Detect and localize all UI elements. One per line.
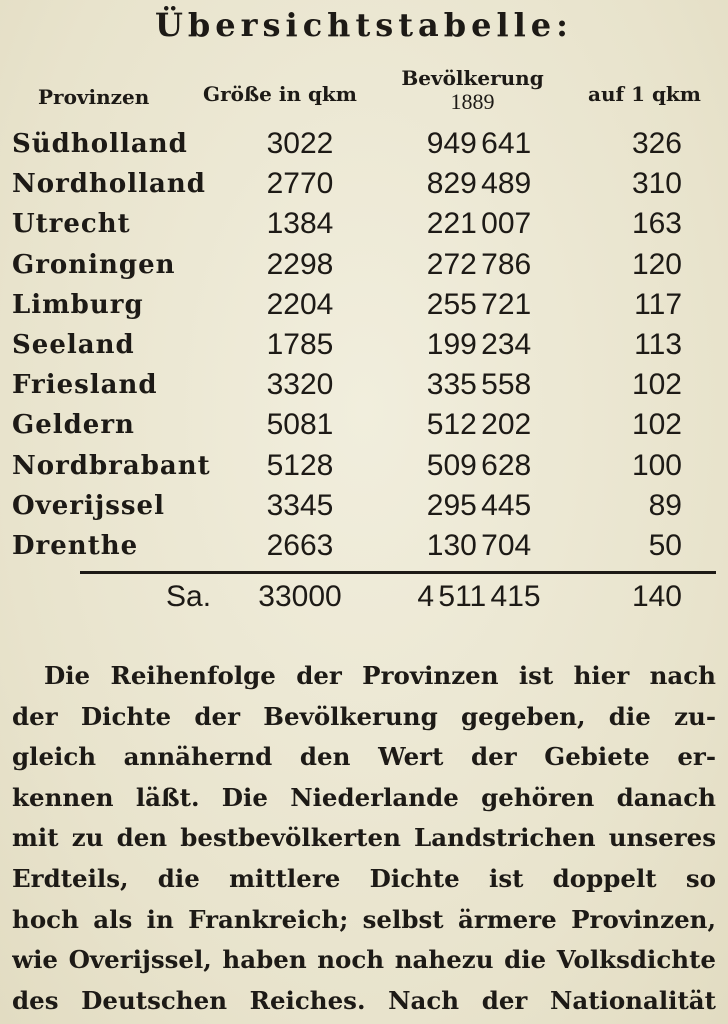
province-density: 117 bbox=[634, 287, 682, 321]
paragraph-line: kennen läßt. Die Niederlande gehören danach bbox=[12, 782, 716, 812]
province-density: 100 bbox=[631, 448, 682, 482]
province-name: Nordbrabant bbox=[12, 450, 211, 481]
total-row bbox=[0, 577, 728, 617]
province-population: 335 558 bbox=[426, 368, 532, 402]
province-density: 113 bbox=[634, 327, 682, 361]
province-name: Utrecht bbox=[12, 209, 131, 240]
province-density: 326 bbox=[631, 127, 682, 160]
province-population: 829 489 bbox=[426, 167, 532, 201]
province-name: Limburg bbox=[12, 289, 144, 320]
province-population: 949 641 bbox=[426, 127, 532, 160]
table-row bbox=[0, 164, 728, 204]
province-population: 255 721 bbox=[426, 287, 532, 321]
province-density: 120 bbox=[631, 247, 682, 281]
province-name: Friesland bbox=[12, 370, 158, 401]
province-area: 2770 bbox=[266, 167, 334, 201]
province-population: 221 007 bbox=[426, 207, 532, 241]
paragraph-line: hoch als in Frankreich; selbst ärmere Provinzen, bbox=[12, 904, 716, 934]
province-density: 102 bbox=[631, 368, 682, 402]
total-label: Sa. bbox=[166, 580, 212, 613]
table-row bbox=[0, 285, 728, 325]
province-population: 272 786 bbox=[426, 247, 532, 281]
table-row bbox=[0, 405, 728, 445]
province-density: 310 bbox=[631, 167, 682, 201]
paragraph-line: wie Overijssel, haben noch nahezu die Volksdichte bbox=[12, 945, 716, 975]
province-area: 1785 bbox=[266, 327, 334, 361]
paragraph-line: Die Reihenfolge der Provinzen ist hier nach bbox=[44, 661, 716, 690]
province-area: 2663 bbox=[266, 528, 334, 562]
total-population: 4 511 415 bbox=[417, 580, 541, 613]
province-name: Seeland bbox=[12, 329, 135, 360]
province-density: 89 bbox=[648, 488, 682, 522]
province-name: Nordholland bbox=[12, 169, 206, 200]
province-name: Südholland bbox=[12, 129, 188, 159]
province-area: 2204 bbox=[266, 287, 334, 321]
province-population: 512 202 bbox=[426, 408, 532, 442]
province-area: 3320 bbox=[266, 368, 334, 402]
province-name: Groningen bbox=[12, 249, 176, 280]
total-area: 33000 bbox=[258, 580, 342, 613]
column-header-provinces: Provinzen bbox=[38, 85, 150, 109]
province-population: 509 628 bbox=[426, 448, 532, 482]
paragraph-line: Erdteils, die mittlere Dichte ist doppelt so bbox=[12, 863, 716, 893]
province-density: 50 bbox=[648, 528, 682, 562]
table-row bbox=[0, 365, 728, 405]
total-divider-line bbox=[80, 571, 716, 574]
paragraph-line: mit zu den bestbevölkerten Landstrichen unseres bbox=[12, 823, 716, 853]
paragraph-line: der Dichte der Bevölkerung gegeben, die zu- bbox=[12, 701, 716, 731]
table-title: Übersichtstabelle: bbox=[155, 6, 573, 44]
province-area: 5128 bbox=[266, 448, 334, 482]
province-population: 199 234 bbox=[426, 327, 532, 361]
body-paragraph bbox=[12, 656, 716, 1021]
column-header-population-label: Bevölkerung bbox=[401, 66, 544, 90]
table-row bbox=[0, 526, 728, 566]
province-area: 2298 bbox=[266, 247, 334, 281]
column-header-population bbox=[400, 66, 545, 114]
table-row bbox=[0, 486, 728, 526]
province-area: 1384 bbox=[266, 207, 334, 241]
column-header-area: Größe in qkm bbox=[203, 82, 357, 106]
province-area: 3022 bbox=[266, 127, 334, 160]
column-header-density: auf 1 qkm bbox=[588, 82, 701, 106]
province-population: 130 704 bbox=[426, 528, 532, 562]
table-row bbox=[0, 124, 728, 164]
province-density: 163 bbox=[631, 207, 682, 241]
province-density: 102 bbox=[631, 408, 682, 442]
column-header-population-year: 1889 bbox=[450, 89, 495, 114]
province-area: 5081 bbox=[266, 408, 334, 442]
province-name: Drenthe bbox=[12, 530, 139, 561]
total-density: 140 bbox=[631, 580, 682, 613]
province-table bbox=[0, 124, 728, 566]
table-row bbox=[0, 204, 728, 244]
province-population: 295 445 bbox=[426, 488, 532, 522]
paragraph-line: des Deutschen Reiches. Nach der Nationalität bbox=[12, 985, 716, 1015]
paragraph-line: gleich annähernd den Wert der Gebiete er- bbox=[12, 742, 716, 772]
table-row bbox=[0, 325, 728, 365]
province-area: 3345 bbox=[266, 488, 334, 522]
table-row bbox=[0, 245, 728, 285]
table-row bbox=[0, 446, 728, 486]
province-name: Overijssel bbox=[12, 490, 165, 521]
province-name: Geldern bbox=[12, 410, 135, 441]
